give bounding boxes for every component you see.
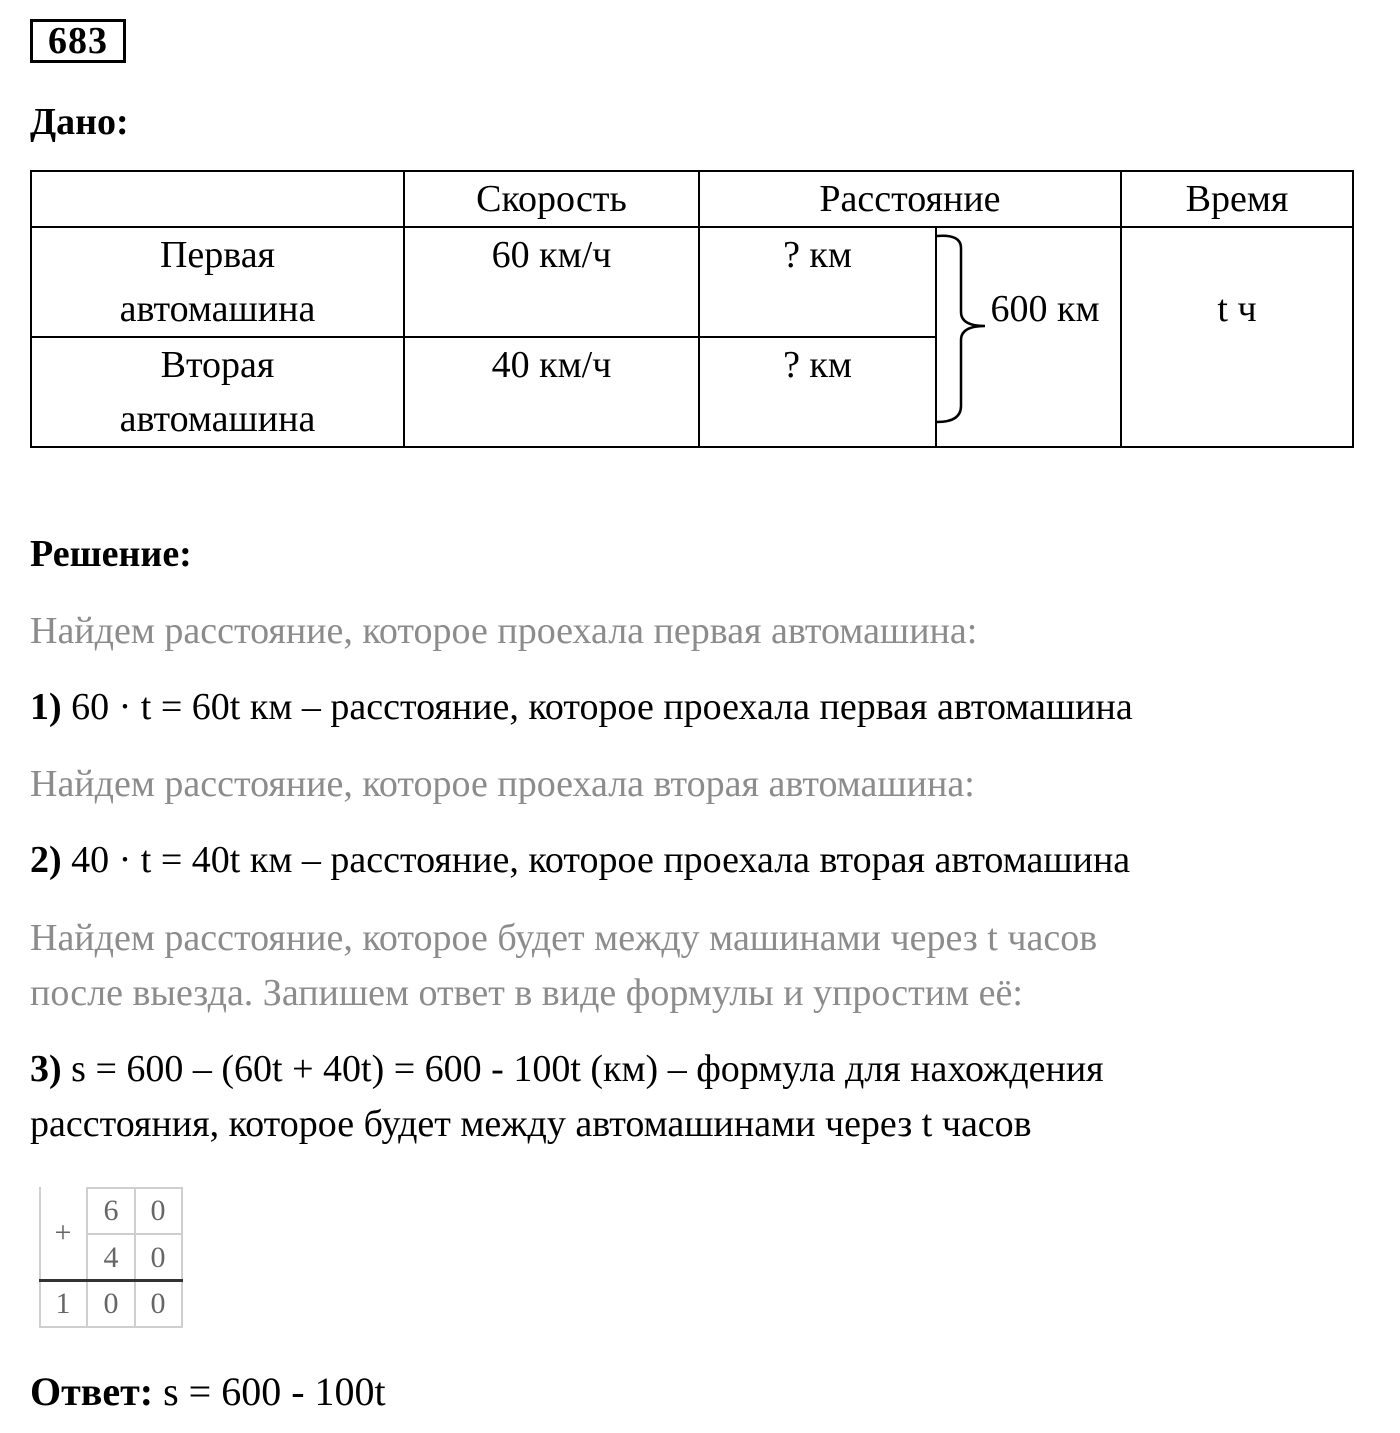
step-2-text: 40 · t = 40t км – расстояние, которое проехала вторая автомашина — [71, 839, 1131, 881]
grid-line — [181, 1187, 183, 1328]
solution-heading: Решение: — [30, 533, 192, 575]
time-value: t ч — [1217, 288, 1257, 330]
step-3-line-1 — [30, 1042, 1376, 1096]
given-heading: Дано: — [30, 101, 129, 143]
digit: 0 — [103, 1287, 119, 1320]
digit: 0 — [150, 1241, 166, 1274]
answer — [30, 1365, 386, 1419]
row1-distance: ? км — [783, 234, 852, 276]
step-1-text: 60 · t = 60t км – расстояние, которое проехала первая автомашина — [71, 686, 1133, 728]
row2-speed: 40 км/ч — [491, 344, 612, 386]
step-2-number: 2) — [30, 839, 62, 881]
row2-name-line2: автомашина — [119, 398, 316, 440]
header-time: Время — [1185, 178, 1289, 220]
row1-name-line1: Первая — [159, 234, 276, 276]
plus-sign: + — [54, 1216, 72, 1249]
row2-distance: ? км — [783, 344, 852, 386]
hint-3-line-1: Найдем расстояние, которое будет между машинами через t часов — [30, 917, 1098, 959]
row1-speed: 60 км/ч — [491, 234, 612, 276]
answer-value: s = 600 - 100t — [163, 1369, 386, 1414]
total-distance: 600 км — [990, 288, 1100, 330]
table-border-right — [1352, 170, 1354, 448]
header-distance: Расстояние — [819, 178, 1001, 220]
digit: 1 — [55, 1287, 71, 1320]
hint-3-line-2: после выезда. Запишем ответ в виде формулы и упростим её: — [30, 972, 1023, 1014]
hint-2: Найдем расстояние, которое проехала вторая автомашина: — [30, 763, 975, 805]
step-2 — [30, 833, 1130, 887]
row1-name-line2: автомашина — [119, 288, 316, 330]
problem-number: 683 — [30, 19, 126, 63]
table-border-bottom — [30, 446, 1354, 448]
step-1 — [30, 680, 1133, 734]
step-3-line-2: расстояния, которое будет между автомашинами через t часов — [30, 1103, 1032, 1145]
step-3-number: 3) — [30, 1048, 62, 1090]
digit: 0 — [150, 1194, 166, 1227]
header-speed: Скорость — [476, 178, 627, 220]
step-1-number: 1) — [30, 686, 62, 728]
answer-label: Ответ: — [30, 1369, 154, 1414]
row2-name-line1: Вторая — [160, 344, 275, 386]
column-addition — [39, 1187, 183, 1328]
digit: 0 — [150, 1287, 166, 1320]
given-table — [30, 170, 1354, 448]
digit: 6 — [103, 1194, 119, 1227]
step-3-text: s = 600 – (60t + 40t) = 600 - 100t (км) – формула для нахождения — [71, 1048, 1104, 1090]
hint-1: Найдем расстояние, которое проехала первая автомашина: — [30, 610, 978, 652]
digit: 4 — [103, 1241, 119, 1274]
